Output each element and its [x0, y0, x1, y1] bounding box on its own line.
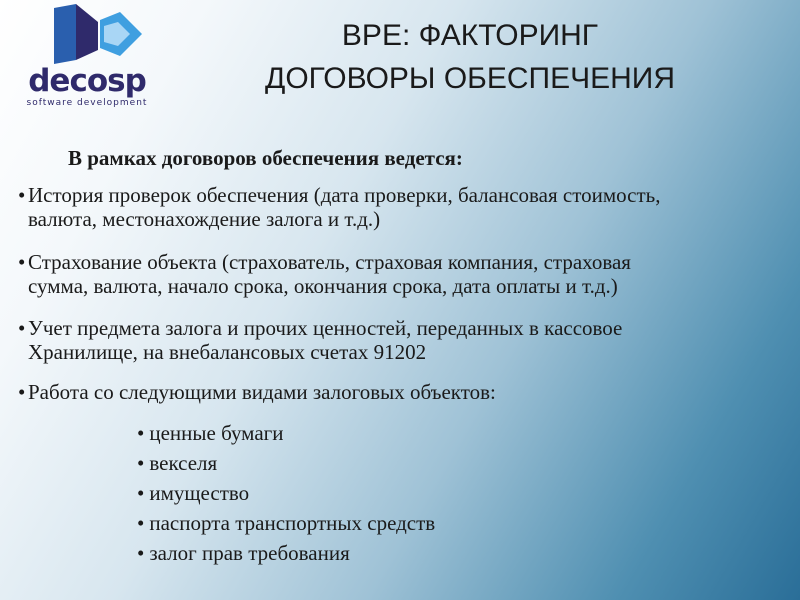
bullet-icon: •	[137, 511, 145, 535]
bullet-icon: •	[18, 183, 26, 207]
intro-heading: В рамках договоров обеспечения ведется:	[68, 146, 463, 170]
bullet-text-line1: История проверок обеспечения (дата проверки, балансовая стоимость,	[28, 183, 661, 207]
sub-list-item	[137, 421, 537, 445]
sub-list-item-text: залог прав требования	[149, 541, 350, 565]
slide-title-line2: ДОГОВОРЫ ОБЕСПЕЧЕНИЯ	[265, 62, 675, 95]
sub-list-item-text: паспорта транспортных средств	[149, 511, 436, 535]
sub-list-item	[137, 541, 537, 565]
sub-list-item-text: имущество	[149, 481, 250, 505]
sub-list-item	[137, 511, 537, 535]
bullet-icon: •	[137, 541, 145, 565]
bullet-item	[18, 380, 788, 404]
sub-list-item-text: ценные бумаги	[149, 421, 284, 445]
slide-title-line1: BPE: ФАКТОРИНГ	[341, 19, 599, 52]
company-logo	[22, 4, 152, 108]
bullet-text-line1: Страхование объекта (страхователь, страховая компания, страховая	[28, 250, 631, 274]
bullet-icon: •	[18, 380, 26, 404]
bullet-text-line1: Учет предмета залога и прочих ценностей, переданных в кассовое	[28, 316, 623, 340]
logo-mark-icon	[46, 4, 146, 68]
bullet-icon: •	[137, 481, 145, 505]
bullet-text-line2: валюта, местонахождение залога и т.д.)	[28, 207, 381, 231]
bullet-icon: •	[18, 316, 26, 340]
sub-list-item	[137, 481, 537, 505]
bullet-icon: •	[18, 250, 26, 274]
sub-list-item-text: векселя	[149, 451, 218, 475]
bullet-text-line1: Работа со следующими видами залоговых объектов:	[28, 380, 496, 404]
bullet-icon: •	[137, 451, 145, 475]
logo-wordmark: decosp	[28, 63, 146, 99]
bullet-text-line2: сумма, валюта, начало срока, окончания срока, дата оплаты и т.д.)	[28, 274, 618, 298]
bullet-item	[18, 250, 788, 298]
bullet-text-line2: Хранилище, на внебалансовых счетах 91202	[28, 340, 427, 364]
bullet-item	[18, 183, 788, 231]
bullet-item	[18, 316, 788, 364]
sub-list-item	[137, 451, 537, 475]
bullet-icon: •	[137, 421, 145, 445]
logo-subtitle: software development	[26, 98, 148, 108]
